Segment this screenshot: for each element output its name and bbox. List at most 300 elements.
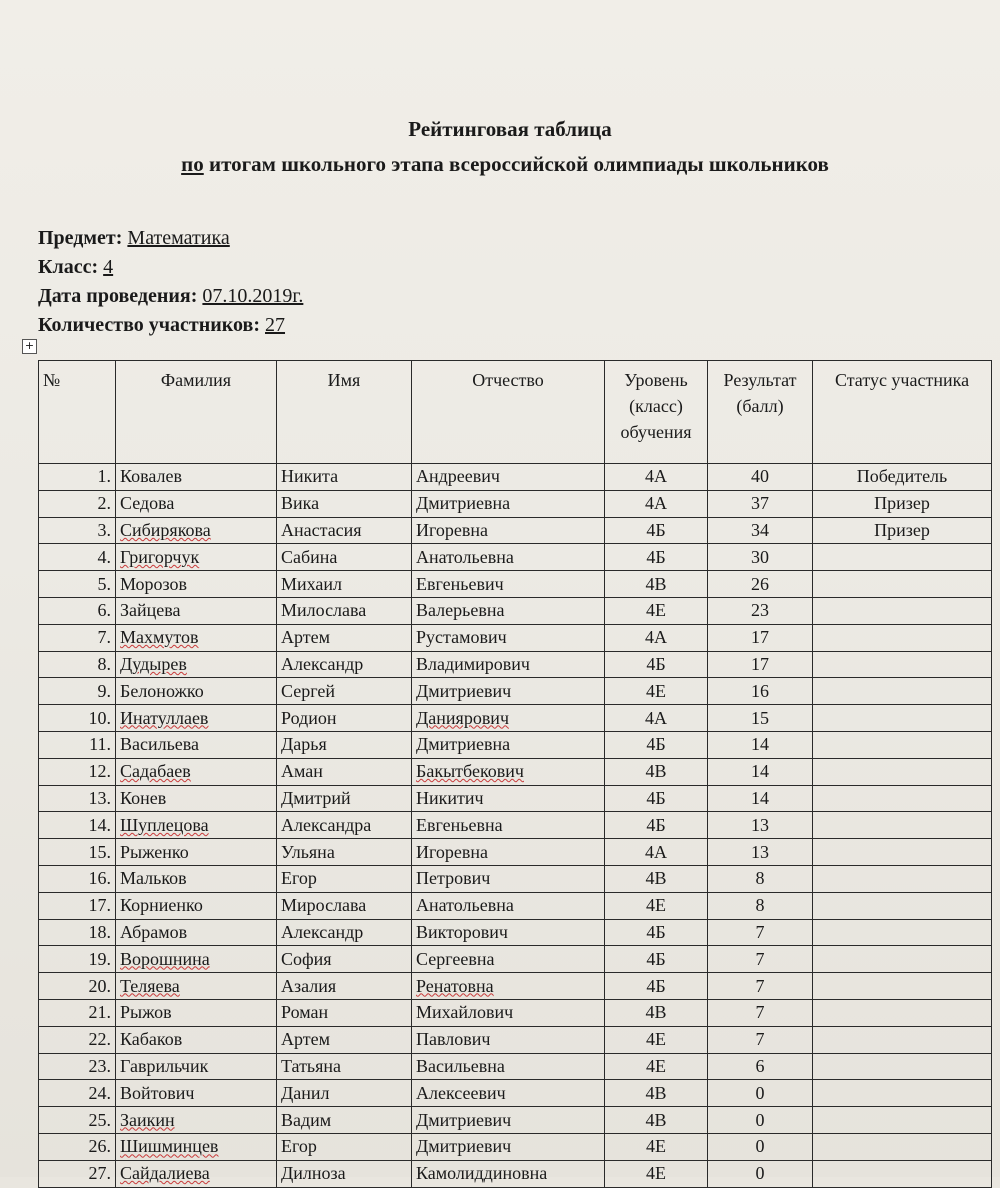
table-row [39, 1053, 992, 1080]
cell-level [605, 597, 708, 624]
cell-score [708, 544, 813, 571]
cell-score [708, 865, 813, 892]
cell-status [813, 731, 992, 758]
cell-first-name [277, 1107, 412, 1134]
cell-middle-name-text: Дмитриевна [416, 734, 511, 755]
cell-level-text: 4В [645, 1082, 667, 1103]
table-row [39, 731, 992, 758]
cell-first-name [277, 651, 412, 678]
cell-last-name [116, 705, 277, 732]
cell-last-name-text: Морозов [120, 573, 188, 594]
cell-score [708, 1080, 813, 1107]
cell-middle-name-text: Евгеньевич [416, 573, 504, 594]
table-row [39, 758, 992, 785]
cell-num-text: 18. [88, 921, 111, 942]
cell-score-text: 17 [751, 653, 769, 674]
cell-middle-name-text: Игоревна [416, 519, 489, 540]
cell-first-name-text: Ульяна [281, 841, 335, 862]
table-row [39, 919, 992, 946]
cell-middle-name-text: Игоревна [416, 841, 489, 862]
cell-first-name [277, 758, 412, 785]
cell-last-name [116, 651, 277, 678]
cell-num [39, 705, 116, 732]
cell-last-name-text: Ковалев [120, 466, 182, 487]
cell-num [39, 1026, 116, 1053]
cell-level [605, 999, 708, 1026]
table-row [39, 1160, 992, 1187]
cell-score-text: 13 [751, 841, 769, 862]
cell-num [39, 1107, 116, 1134]
cell-num-text: 11. [89, 734, 111, 755]
table-row [39, 1026, 992, 1053]
cell-first-name [277, 678, 412, 705]
cell-score [708, 812, 813, 839]
header-num: № [39, 361, 116, 464]
table-row [39, 651, 992, 678]
cell-first-name-text: Азалия [281, 975, 337, 996]
cell-middle-name [412, 1053, 605, 1080]
cell-first-name [277, 571, 412, 598]
count-label: Количество участников: [38, 314, 261, 336]
cell-first-name [277, 1160, 412, 1187]
cell-middle-name [412, 571, 605, 598]
meta-date [38, 282, 303, 311]
cell-middle-name [412, 1133, 605, 1160]
cell-first-name [277, 1080, 412, 1107]
cell-level-text: 4В [645, 868, 667, 889]
cell-last-name-text: Зайцева [120, 600, 181, 621]
cell-score-text: 7 [755, 1029, 765, 1050]
table-row [39, 624, 992, 651]
cell-middle-name [412, 678, 605, 705]
cell-num [39, 464, 116, 491]
cell-last-name-text: Рыженко [120, 841, 189, 862]
cell-level-text: 4А [645, 627, 667, 648]
cell-score-text: 30 [751, 546, 769, 567]
cell-num-text: 8. [97, 653, 111, 674]
cell-score-text: 0 [755, 1163, 765, 1184]
table-row [39, 892, 992, 919]
table-row [39, 839, 992, 866]
cell-middle-name [412, 999, 605, 1026]
cell-level [605, 651, 708, 678]
cell-score [708, 1133, 813, 1160]
cell-score-text: 0 [755, 1082, 765, 1103]
cell-middle-name-text: Анатольевна [416, 895, 514, 916]
header-first-name: Имя [277, 361, 412, 464]
cell-first-name-text: Дарья [281, 734, 327, 755]
cell-first-name-text: Сабина [281, 546, 338, 567]
cell-middle-name-text: Дмитриевич [416, 1136, 512, 1157]
cell-last-name [116, 464, 277, 491]
cell-last-name-text: Ворошнина [120, 948, 210, 969]
cell-status [813, 490, 992, 517]
cell-last-name [116, 973, 277, 1000]
cell-score-text: 34 [751, 519, 769, 540]
cell-last-name [116, 1080, 277, 1107]
cell-level [605, 490, 708, 517]
cell-status [813, 517, 992, 544]
cell-middle-name [412, 1160, 605, 1187]
cell-status [813, 597, 992, 624]
cell-last-name [116, 597, 277, 624]
cell-last-name-text: Конев [120, 787, 167, 808]
cell-level-text: 4Е [646, 1136, 666, 1157]
table-row [39, 865, 992, 892]
cell-num [39, 812, 116, 839]
cell-middle-name-text: Дмитриевич [416, 680, 512, 701]
cell-first-name-text: Никита [281, 466, 339, 487]
cell-first-name [277, 597, 412, 624]
cell-num [39, 839, 116, 866]
cell-num-text: 2. [97, 493, 111, 514]
cell-num [39, 1080, 116, 1107]
cell-level-text: 4Б [646, 653, 666, 674]
header-level: Уровень (класс) обучения [605, 361, 708, 464]
cell-last-name [116, 812, 277, 839]
table-row [39, 705, 992, 732]
cell-level-text: 4В [645, 761, 667, 782]
cell-num [39, 973, 116, 1000]
cell-first-name-text: Артем [281, 1029, 331, 1050]
cell-status [813, 1026, 992, 1053]
cell-last-name-text: Дудырев [120, 653, 187, 674]
rating-table [38, 360, 992, 1188]
cell-level [605, 946, 708, 973]
cell-status [813, 758, 992, 785]
table-body [39, 464, 992, 1188]
cell-first-name [277, 785, 412, 812]
cell-score [708, 705, 813, 732]
cell-last-name-text: Мальков [120, 868, 187, 889]
cell-middle-name [412, 597, 605, 624]
cell-level [605, 1133, 708, 1160]
cell-score [708, 1026, 813, 1053]
cell-score [708, 973, 813, 1000]
cell-level [605, 705, 708, 732]
cell-level [605, 464, 708, 491]
table-row [39, 571, 992, 598]
cell-status [813, 1053, 992, 1080]
header-middle-name: Отчество [412, 361, 605, 464]
cell-score-text: 14 [751, 787, 769, 808]
cell-num [39, 785, 116, 812]
cell-score-text: 0 [755, 1109, 765, 1130]
cell-num-text: 24. [88, 1082, 111, 1103]
cell-score-text: 16 [751, 680, 769, 701]
cell-middle-name [412, 731, 605, 758]
title-line-2-prefix: по [181, 152, 204, 176]
cell-score-text: 8 [755, 895, 765, 916]
cell-level [605, 1053, 708, 1080]
cell-num-text: 12. [88, 761, 111, 782]
cell-num-text: 13. [88, 787, 111, 808]
cell-middle-name-text: Михайлович [416, 1002, 514, 1023]
cell-num-text: 17. [88, 895, 111, 916]
cell-num [39, 865, 116, 892]
cell-last-name [116, 624, 277, 651]
cell-status [813, 839, 992, 866]
cell-status [813, 1133, 992, 1160]
cell-score-text: 40 [751, 466, 769, 487]
cell-num-text: 7. [97, 627, 111, 648]
cell-score [708, 758, 813, 785]
cell-score-text: 23 [751, 600, 769, 621]
table-row [39, 544, 992, 571]
cell-level [605, 1080, 708, 1107]
cell-middle-name [412, 464, 605, 491]
meta-subject [38, 224, 303, 253]
cell-level-text: 4Е [646, 1163, 666, 1184]
cell-num-text: 27. [88, 1163, 111, 1184]
cell-last-name [116, 758, 277, 785]
title-line-2-rest: итогам школьного этапа всероссийской олимпиады школьников [203, 152, 829, 176]
cell-first-name-text: Аман [281, 761, 323, 782]
cell-last-name [116, 1053, 277, 1080]
cell-score [708, 1107, 813, 1134]
cell-middle-name-text: Петрович [416, 868, 491, 889]
cell-first-name-text: Мирослава [281, 895, 367, 916]
cell-level [605, 1107, 708, 1134]
cell-middle-name [412, 919, 605, 946]
cell-first-name-text: Вика [281, 493, 320, 514]
cell-level-text: 4Е [646, 1029, 666, 1050]
cell-level-text: 4Б [646, 921, 666, 942]
cell-middle-name-text: Васильевна [416, 1055, 505, 1076]
cell-first-name-text: Егор [281, 868, 317, 889]
cell-middle-name [412, 490, 605, 517]
cell-last-name-text: Корниенко [120, 895, 203, 916]
cell-num [39, 544, 116, 571]
cell-last-name-text: Сайдалиева [120, 1163, 210, 1184]
cell-num-text: 26. [88, 1136, 111, 1157]
cell-middle-name-text: Дмитриевна [416, 493, 511, 514]
cell-num [39, 999, 116, 1026]
cell-first-name-text: Татьяна [281, 1055, 342, 1076]
cell-level [605, 731, 708, 758]
cell-first-name [277, 464, 412, 491]
cell-num [39, 892, 116, 919]
cell-first-name [277, 624, 412, 651]
cell-score-text: 7 [755, 1002, 765, 1023]
cell-status [813, 544, 992, 571]
cell-num [39, 946, 116, 973]
cell-score-text: 7 [755, 975, 765, 996]
cell-last-name-text: Седова [120, 493, 175, 514]
cell-middle-name-text: Даниярович [416, 707, 509, 728]
cell-level-text: 4В [645, 1109, 667, 1130]
cell-first-name-text: Анастасия [281, 519, 362, 540]
cell-num [39, 1053, 116, 1080]
cell-middle-name-text: Викторович [416, 921, 508, 942]
cell-status [813, 999, 992, 1026]
cell-first-name-text: София [281, 948, 332, 969]
cell-first-name-text: Михаил [281, 573, 343, 594]
cell-first-name-text: Роман [281, 1002, 329, 1023]
cell-score-text: 17 [751, 627, 769, 648]
cell-score [708, 785, 813, 812]
cell-first-name [277, 812, 412, 839]
count-value: 27 [265, 314, 286, 336]
cell-middle-name-text: Ренатовна [416, 975, 494, 996]
cell-last-name [116, 1026, 277, 1053]
cell-score [708, 490, 813, 517]
cell-middle-name [412, 812, 605, 839]
cell-status [813, 919, 992, 946]
cell-last-name [116, 1107, 277, 1134]
cell-level-text: 4Б [646, 546, 666, 567]
cell-last-name-text: Заикин [120, 1109, 175, 1130]
cell-num-text: 4. [97, 546, 111, 567]
cell-first-name-text: Сергей [281, 680, 335, 701]
cell-last-name-text: Абрамов [120, 921, 188, 942]
cell-status-text: Победитель [856, 466, 948, 487]
header-score: Результат (балл) [708, 361, 813, 464]
cell-first-name-text: Милослава [281, 600, 367, 621]
cell-score [708, 651, 813, 678]
cell-level [605, 517, 708, 544]
cell-first-name [277, 1053, 412, 1080]
cell-last-name [116, 865, 277, 892]
cell-num [39, 1133, 116, 1160]
header-last-name: Фамилия [116, 361, 277, 464]
cell-middle-name-text: Камолиддиновна [416, 1163, 548, 1184]
cell-last-name-text: Садабаев [120, 761, 191, 782]
cell-level [605, 624, 708, 651]
cell-level-text: 4Б [646, 975, 666, 996]
cell-middle-name-text: Рустамович [416, 627, 507, 648]
cell-num-text: 23. [88, 1055, 111, 1076]
cell-score [708, 678, 813, 705]
cell-score-text: 7 [755, 921, 765, 942]
cell-num [39, 919, 116, 946]
cell-last-name-text: Инатуллаев [120, 707, 209, 728]
cell-status [813, 705, 992, 732]
cell-level [605, 785, 708, 812]
cell-first-name-text: Данил [281, 1082, 330, 1103]
cell-level-text: 4Е [646, 1055, 666, 1076]
header-status: Статус участника [813, 361, 992, 464]
cell-num-text: 10. [88, 707, 111, 728]
cell-middle-name-text: Анатольевна [416, 546, 514, 567]
cell-last-name-text: Васильева [120, 734, 200, 755]
table-row [39, 785, 992, 812]
cell-middle-name [412, 1107, 605, 1134]
class-label: Класс: [38, 256, 99, 278]
cell-last-name-text: Махмутов [120, 627, 199, 648]
cell-last-name [116, 919, 277, 946]
cell-score [708, 597, 813, 624]
cell-middle-name-text: Андреевич [416, 466, 500, 487]
cell-level [605, 973, 708, 1000]
cell-status [813, 1080, 992, 1107]
cell-last-name-text: Шуплецова [120, 814, 209, 835]
table-row [39, 999, 992, 1026]
cell-last-name [116, 678, 277, 705]
cell-middle-name-text: Евгеньевна [416, 814, 503, 835]
title-line-1: Рейтинговая таблица [408, 117, 612, 141]
cell-level-text: 4А [645, 841, 667, 862]
cell-middle-name [412, 946, 605, 973]
cell-last-name [116, 839, 277, 866]
date-label: Дата проведения: [38, 285, 198, 307]
cell-last-name-text: Сибирякова [120, 519, 211, 540]
cell-first-name [277, 705, 412, 732]
cell-first-name [277, 892, 412, 919]
cell-num [39, 731, 116, 758]
meta-class [38, 253, 303, 282]
cell-last-name [116, 999, 277, 1026]
cell-status-text: Призер [874, 493, 930, 514]
table-row [39, 464, 992, 491]
cell-score [708, 624, 813, 651]
cell-score [708, 999, 813, 1026]
cell-last-name [116, 946, 277, 973]
cell-middle-name [412, 865, 605, 892]
cell-status [813, 651, 992, 678]
cell-num-text: 16. [88, 868, 111, 889]
cell-first-name [277, 1026, 412, 1053]
table-row [39, 597, 992, 624]
cell-middle-name [412, 1026, 605, 1053]
cell-level [605, 1026, 708, 1053]
cell-first-name [277, 919, 412, 946]
title-line-2 [10, 152, 1000, 177]
cell-level-text: 4А [645, 466, 667, 487]
cell-middle-name [412, 839, 605, 866]
table-row [39, 517, 992, 544]
cell-first-name [277, 1133, 412, 1160]
table-header-row [39, 361, 992, 464]
cell-middle-name-text: Владимирович [416, 653, 530, 674]
cell-level [605, 1160, 708, 1187]
cell-num [39, 490, 116, 517]
cell-last-name [116, 731, 277, 758]
table-row [39, 946, 992, 973]
cell-status [813, 464, 992, 491]
cell-last-name-text: Гаврильчик [120, 1055, 209, 1076]
cell-status [813, 678, 992, 705]
cell-first-name-text: Егор [281, 1136, 317, 1157]
cell-score-text: 37 [751, 493, 769, 514]
cell-level-text: 4В [645, 573, 667, 594]
cell-level-text: 4Б [646, 519, 666, 540]
cell-num-text: 20. [88, 975, 111, 996]
cell-score [708, 464, 813, 491]
cell-first-name-text: Александр [281, 653, 364, 674]
cell-score-text: 0 [755, 1136, 765, 1157]
cell-last-name [116, 544, 277, 571]
cell-first-name [277, 999, 412, 1026]
cell-level-text: 4Б [646, 948, 666, 969]
cell-status [813, 812, 992, 839]
table-move-handle-icon[interactable]: + [22, 339, 37, 354]
cell-middle-name [412, 517, 605, 544]
cell-status [813, 865, 992, 892]
cell-level-text: 4А [645, 707, 667, 728]
table-row [39, 1133, 992, 1160]
cell-middle-name [412, 651, 605, 678]
cell-score [708, 919, 813, 946]
cell-status-text: Призер [874, 519, 930, 540]
cell-first-name [277, 865, 412, 892]
cell-level [605, 812, 708, 839]
cell-middle-name-text: Валерьевна [416, 600, 505, 621]
cell-middle-name [412, 892, 605, 919]
cell-level [605, 678, 708, 705]
cell-status [813, 1107, 992, 1134]
cell-first-name-text: Дилноза [281, 1163, 346, 1184]
